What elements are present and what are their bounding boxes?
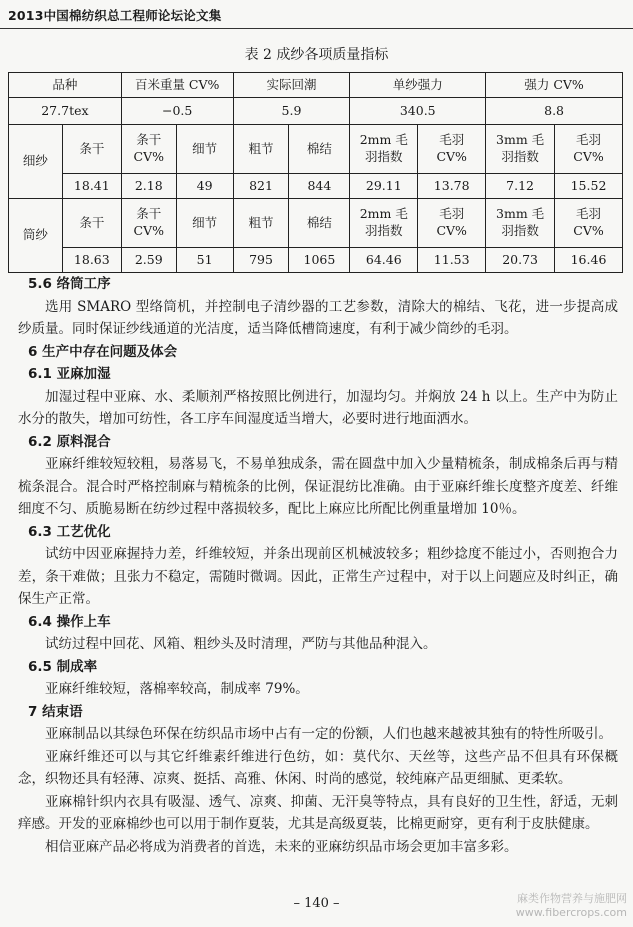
group-column-header: 3mm 毛 羽指数 (486, 199, 555, 248)
table-caption: 表 2 成纱各项质量指标 (244, 47, 389, 63)
group-column-header: 毛羽 CV% (418, 125, 486, 174)
value-moisture: 5.9 (233, 98, 350, 125)
section-heading: 6 生产中存在问题及体会 (28, 343, 178, 360)
value-strength: 340.5 (350, 98, 486, 125)
paragraph: 亚麻棉针织内衣具有吸湿、透气、凉爽、抑菌、无汗臭等特点，具有良好的卫生性，舒适，无刺痒感。开发的亚麻棉纱也可以用于制作夏装，尤其是高级夏装，比棉更耐穿，更有利于皮肤健康。 (18, 793, 618, 832)
watermark (516, 892, 627, 920)
value-strength-cv: 8.8 (486, 98, 623, 125)
paragraph: 相信亚麻产品必将成为消费者的首选，未来的亚麻纺织品市场会更加丰富多彩。 (45, 838, 518, 855)
group-value: 1065 (289, 248, 350, 273)
group-column-header: 毛羽 CV% (418, 199, 486, 248)
group-value: 844 (289, 174, 350, 199)
section-heading: 6.5 制成率 (28, 658, 98, 675)
group-column-header: 毛羽 CV% (555, 199, 623, 248)
paragraph: 亚麻纤维较短，落棉率较高，制成率 79%。 (45, 681, 309, 697)
table-header-row (9, 73, 623, 98)
group-value: 18.41 (62, 174, 121, 199)
group-name: 细纱 (9, 125, 63, 199)
quality-table (8, 72, 623, 273)
group-name: 筒纱 (9, 199, 63, 273)
paragraph: 亚麻纤维还可以与其它纤维素纤维进行色纺，如：莫代尔、天丝等，这些产品不但具有环保概念，织物还具有轻薄、凉爽、挺括、高雅、休闲、时尚的感觉，较纯麻产品更细腻、更柔软。 (18, 748, 618, 787)
header-variety: 品种 (9, 73, 122, 98)
paragraph: 选用 SMARO 型络筒机，并控制电子清纱器的工艺参数，清除大的棉结、飞花，进一步提高成纱质量。同时保证纱线通道的光洁度，适当降低槽筒速度，有利于减少筒纱的毛羽。 (18, 298, 618, 337)
header-rule (0, 28, 633, 29)
section-heading: 6.2 原料混合 (28, 433, 111, 450)
group-value: 51 (176, 248, 233, 273)
group-value: 49 (176, 174, 233, 199)
group-value: 18.63 (62, 248, 121, 273)
group-value: 20.73 (486, 248, 555, 273)
group-value: 2.18 (121, 174, 176, 199)
group-column-header: 条干 CV% (121, 125, 176, 174)
section-heading: 7 结束语 (28, 703, 83, 720)
running-header (8, 6, 625, 24)
paragraph: 试纺过程中回花、风箱、粗纱头及时清理，严防与其他品种混入。 (45, 636, 437, 652)
group-value: 15.52 (555, 174, 623, 199)
value-weight-cv: −0.5 (121, 98, 233, 125)
section-heading: 5.6 络筒工序 (28, 276, 111, 292)
article-body (18, 273, 618, 858)
header-strength-cv: 强力 CV% (486, 73, 623, 98)
paragraph: 试纺中因亚麻握持力差，纤维较短，并条出现前区机械波较多；粗纱捻度不能过小，否则抱合力差，条干难做；且张力不稳定，需随时微调。因此，正常生产过程中，对于以上问题应及时纠正，确保生产正常。 (18, 546, 618, 607)
group-value: 2.59 (121, 248, 176, 273)
group-column-header: 棉结 (289, 125, 350, 174)
table-group-header-row (9, 199, 623, 248)
group-value: 16.46 (555, 248, 623, 273)
group-column-header: 棉结 (289, 199, 350, 248)
paragraph: 亚麻纤维较短较粗，易落易飞，不易单独成条，需在圆盘中加入少量精梳条，制成棉条后再与精梳条混合。混合时严格控制麻与精梳条的比例，保证混纺比准确。由于亚麻纤维长度整齐度差、纤维细度不匀、质脆易断在纺纱过程中落损较多，配比上麻应比所配比例重量增加 10％。 (18, 456, 618, 517)
table-group-value-row (9, 248, 623, 273)
group-column-header: 毛羽 CV% (555, 125, 623, 174)
group-column-header: 2mm 毛 羽指数 (350, 199, 418, 248)
section-heading: 6.1 亚麻加湿 (28, 366, 111, 382)
section-heading: 6.3 工艺优化 (28, 523, 111, 540)
group-column-header: 条干 CV% (121, 199, 176, 248)
value-variety: 27.7tex (9, 98, 122, 125)
group-column-header: 粗节 (233, 125, 289, 174)
group-column-header: 条干 (62, 199, 121, 248)
group-column-header: 3mm 毛 羽指数 (486, 125, 555, 174)
group-column-header: 2mm 毛 羽指数 (350, 125, 418, 174)
table-group-value-row (9, 174, 623, 199)
header-weight-cv: 百米重量 CV% (121, 73, 233, 98)
page-number: – 140 – (293, 896, 340, 911)
header-title: 2013中国棉纺织总工程师论坛论文集 (8, 8, 222, 23)
group-column-header: 条干 (62, 125, 121, 174)
paragraph: 加湿过程中亚麻、水、柔顺剂严格按照比例进行，加湿均匀。并焖放 24 h 以上。生产中为防止水分的散失，增加可纺性，各工序车间湿度适当增大，必要时进行地面洒水。 (18, 388, 618, 427)
group-column-header: 细节 (176, 199, 233, 248)
group-value: 11.53 (418, 248, 486, 273)
section-heading: 6.4 操作上车 (28, 613, 111, 630)
group-value: 795 (233, 248, 289, 273)
header-strength: 单纱强力 (350, 73, 486, 98)
group-value: 821 (233, 174, 289, 199)
paragraph: 亚麻制品以其绿色环保在纺织品市场中占有一定的份额，人们也越来越被其独有的特性所吸引。 (45, 726, 612, 742)
watermark-line2: www.fibercrops.com (515, 906, 627, 919)
group-column-header: 粗节 (233, 199, 289, 248)
header-moisture: 实际回潮 (233, 73, 350, 98)
group-value: 64.46 (350, 248, 418, 273)
group-value: 7.12 (486, 174, 555, 199)
table-group-header-row (9, 125, 623, 174)
group-column-header: 细节 (176, 125, 233, 174)
group-value: 13.78 (418, 174, 486, 199)
watermark-line1: 麻类作物营养与施肥网 (517, 892, 627, 905)
group-value: 29.11 (350, 174, 418, 199)
table-summary-row (9, 98, 623, 125)
